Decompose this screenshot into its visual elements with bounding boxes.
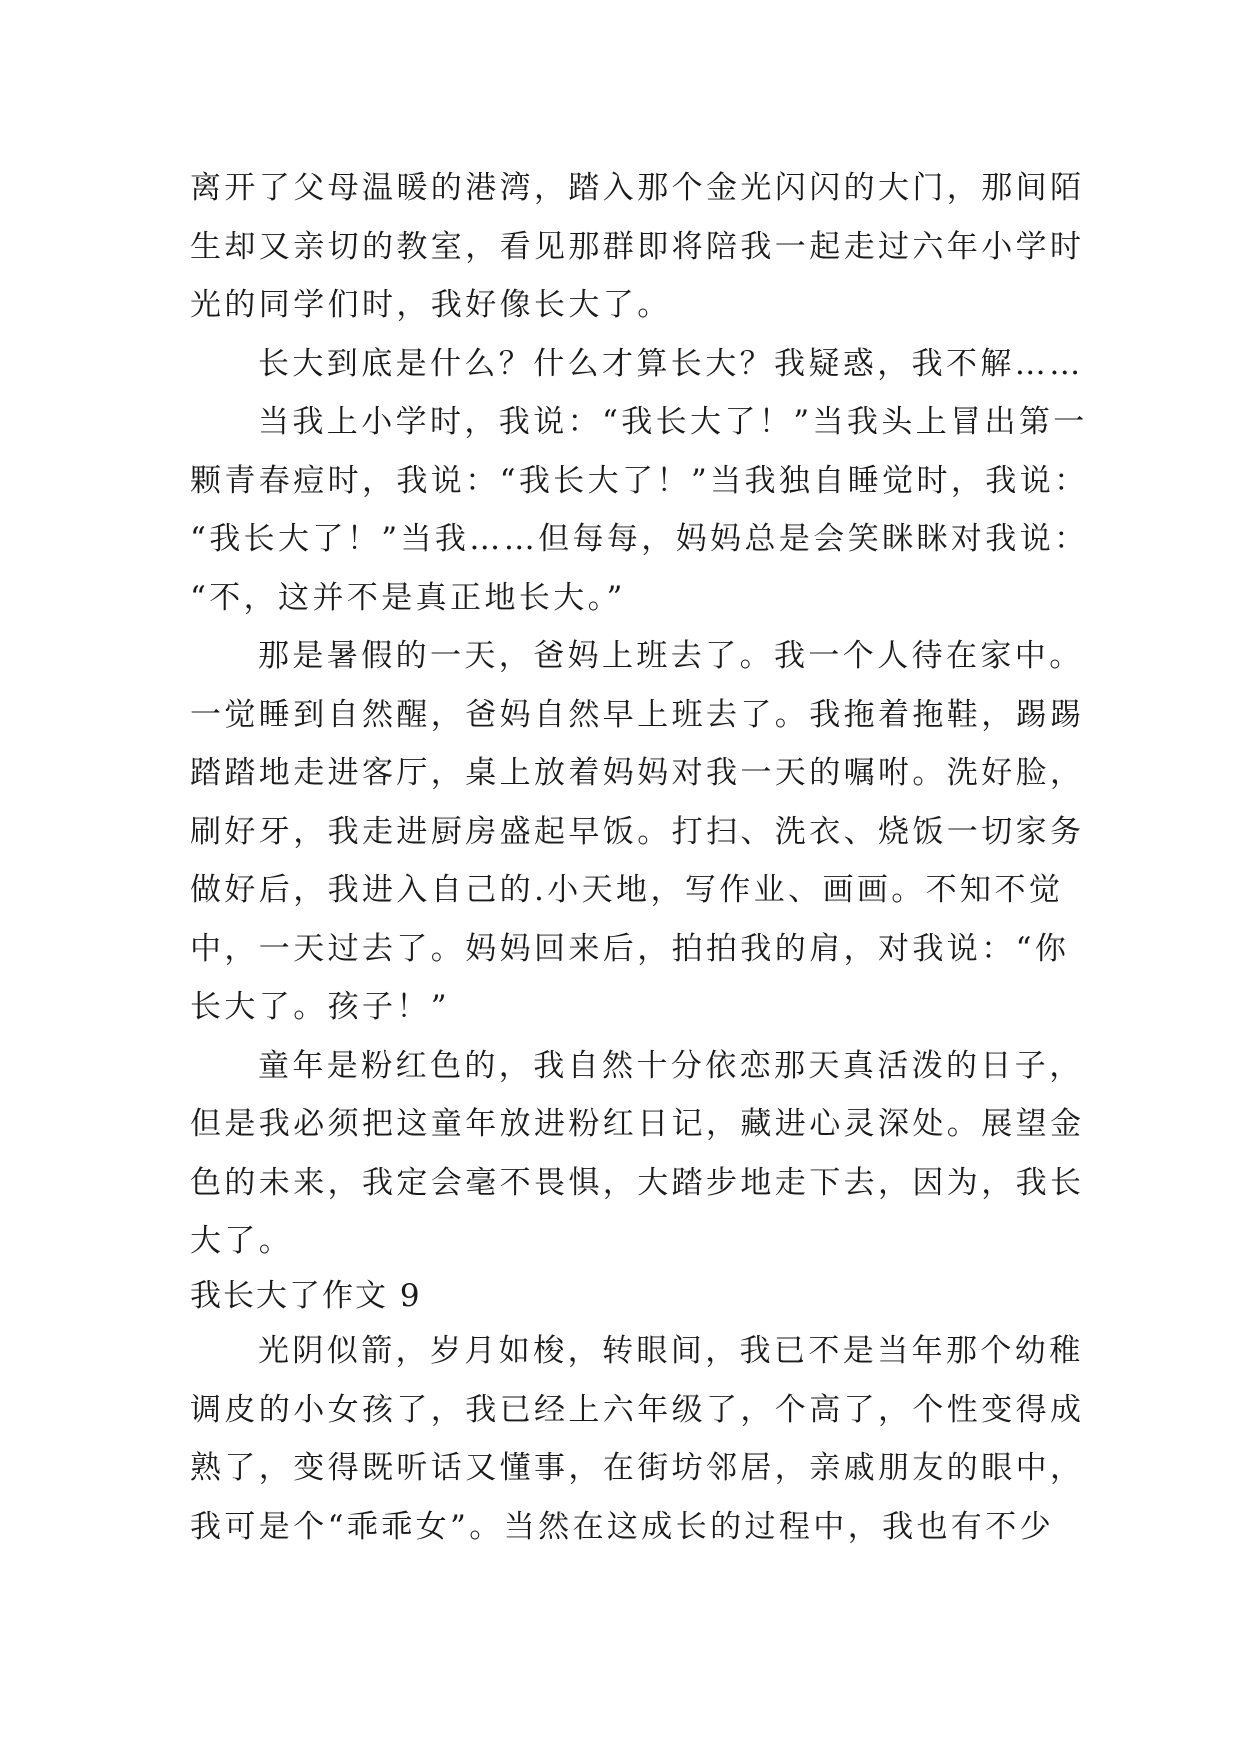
- text-line: 但是我必须把这童年放进粉红日记，藏进心灵深处。展望金: [190, 1106, 1085, 1142]
- text-line: 当我上小学时，我说：“我长大了！”当我头上冒出第一: [258, 404, 1088, 440]
- text-line: 长大了。孩子！”: [190, 989, 451, 1025]
- text-line: “不，这并不是真正地长大。”: [190, 580, 626, 616]
- text-line: 中，一天过去了。妈妈回来后，拍拍我的肩，对我说：“你: [190, 931, 1070, 967]
- text-line: 长大到底是什么？什么才算长大？我疑惑，我不解……: [258, 346, 1084, 382]
- text-line: “我长大了！”当我……但每每，妈妈总是会笑眯眯对我说：: [190, 521, 1089, 557]
- text-line: 童年是粉红色的，我自然十分依恋那天真活泼的日子，: [258, 1048, 1084, 1084]
- text-line: 色的未来，我定会毫不畏惧，大踏步地走下去，因为，我长: [190, 1165, 1085, 1201]
- text-line: 大了。: [190, 1223, 294, 1259]
- text-line: 踏踏地走进客厅，桌上放着妈妈对我一天的嘱咐。洗好脸，: [190, 755, 1085, 791]
- text-line: 我可是个“乖乖女”。当然在这成长的过程中，我也有不少: [190, 1509, 1055, 1545]
- text-line: 生却又亲切的教室，看见那群即将陪我一起走过六年小学时: [190, 229, 1085, 265]
- text-line: 调皮的小女孩了，我已经上六年级了，个高了，个性变得成: [190, 1392, 1085, 1428]
- section-heading: 我长大了作文 9: [190, 1278, 422, 1314]
- text-line: 离开了父母温暖的港湾，踏入那个金光闪闪的大门，那间陌: [190, 170, 1085, 206]
- text-line: 熟了，变得既听话又懂事，在街坊邻居，亲戚朋友的眼中，: [190, 1450, 1085, 1486]
- text-line: 光的同学们时，我好像长大了。: [190, 287, 672, 323]
- text-line: 一觉睡到自然醒，爸妈自然早上班去了。我拖着拖鞋，踢踢: [190, 697, 1085, 733]
- text-line: 做好后，我进入自己的.小天地，写作业、画画。不知不觉: [190, 872, 1064, 908]
- text-line: 颗青春痘时，我说：“我长大了！”当我独自睡觉时，我说：: [190, 463, 1089, 499]
- text-line: 光阴似箭，岁月如梭，转眼间，我已不是当年那个幼稚: [258, 1333, 1084, 1369]
- text-line: 那是暑假的一天，爸妈上班去了。我一个人待在家中。: [258, 638, 1084, 674]
- text-line: 刷好牙，我走进厨房盛起早饭。打扫、洗衣、烧饭一切家务: [190, 814, 1085, 850]
